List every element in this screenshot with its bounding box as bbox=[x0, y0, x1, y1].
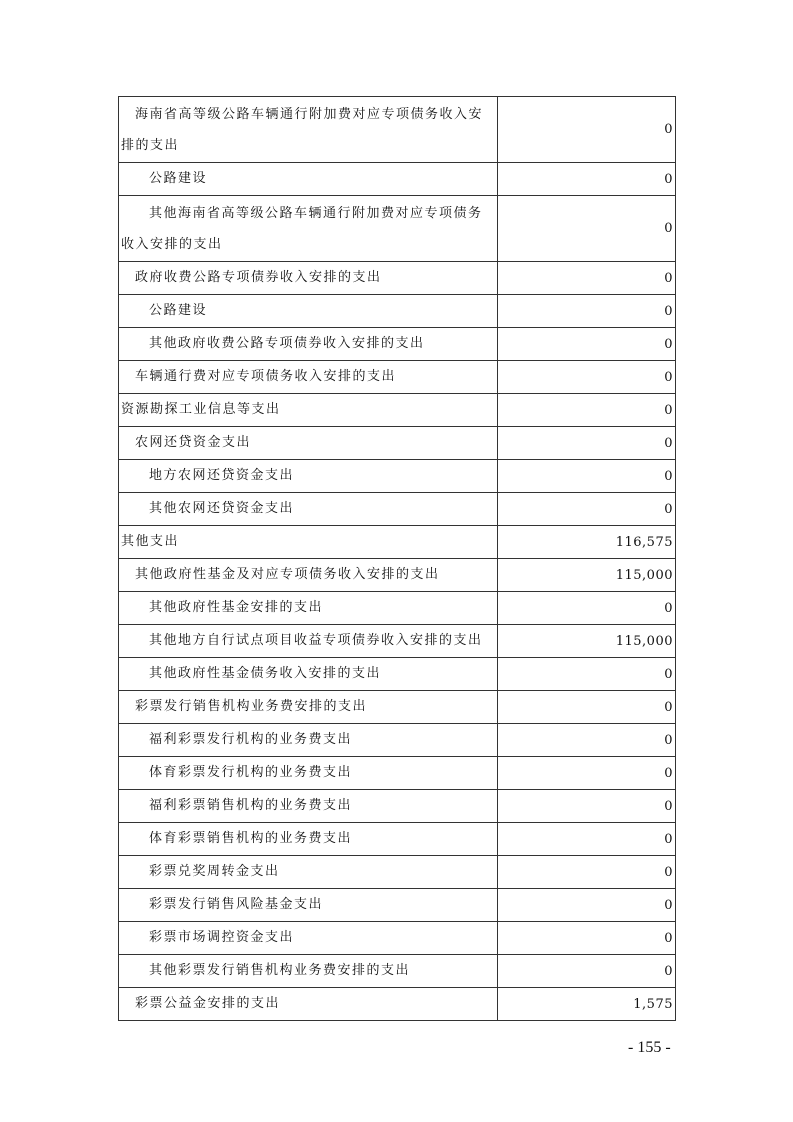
row-value: 0 bbox=[498, 163, 676, 196]
row-label: 农网还贷资金支出 bbox=[119, 427, 498, 460]
row-label: 其他政府性基金安排的支出 bbox=[119, 592, 498, 625]
row-label: 彩票发行销售机构业务费安排的支出 bbox=[119, 691, 498, 724]
table-row bbox=[119, 658, 676, 691]
table-row bbox=[119, 493, 676, 526]
row-label: 地方农网还贷资金支出 bbox=[119, 460, 498, 493]
table-row bbox=[119, 262, 676, 295]
row-value: 0 bbox=[498, 757, 676, 790]
row-label: 体育彩票销售机构的业务费支出 bbox=[119, 823, 498, 856]
row-label: 其他海南省高等级公路车辆通行附加费对应专项债务收入安排的支出 bbox=[119, 196, 498, 262]
row-value: 0 bbox=[498, 823, 676, 856]
row-label: 彩票兑奖周转金支出 bbox=[119, 856, 498, 889]
row-label: 彩票公益金安排的支出 bbox=[119, 988, 498, 1021]
row-value: 0 bbox=[498, 955, 676, 988]
row-label: 政府收费公路专项债券收入安排的支出 bbox=[119, 262, 498, 295]
row-value: 0 bbox=[498, 427, 676, 460]
row-label: 其他彩票发行销售机构业务费安排的支出 bbox=[119, 955, 498, 988]
expenditure-table bbox=[118, 96, 676, 1021]
table-row bbox=[119, 460, 676, 493]
table-row bbox=[119, 823, 676, 856]
row-value: 0 bbox=[498, 790, 676, 823]
table-row bbox=[119, 955, 676, 988]
row-value: 0 bbox=[498, 922, 676, 955]
row-label: 福利彩票发行机构的业务费支出 bbox=[119, 724, 498, 757]
table-row bbox=[119, 592, 676, 625]
row-label: 其他农网还贷资金支出 bbox=[119, 493, 498, 526]
row-label: 其他政府性基金债务收入安排的支出 bbox=[119, 658, 498, 691]
row-value: 0 bbox=[498, 658, 676, 691]
table-row bbox=[119, 724, 676, 757]
table-row bbox=[119, 394, 676, 427]
table-row bbox=[119, 856, 676, 889]
row-label: 其他政府收费公路专项债券收入安排的支出 bbox=[119, 328, 498, 361]
table-row bbox=[119, 889, 676, 922]
row-value: 0 bbox=[498, 328, 676, 361]
table-row bbox=[119, 757, 676, 790]
row-value: 115,000 bbox=[498, 625, 676, 658]
row-label: 福利彩票销售机构的业务费支出 bbox=[119, 790, 498, 823]
row-value: 1,575 bbox=[498, 988, 676, 1021]
row-label: 资源勘探工业信息等支出 bbox=[119, 394, 498, 427]
row-value: 0 bbox=[498, 295, 676, 328]
table-row bbox=[119, 361, 676, 394]
row-value: 0 bbox=[498, 97, 676, 163]
row-label: 其他支出 bbox=[119, 526, 498, 559]
table-row bbox=[119, 163, 676, 196]
table-row bbox=[119, 691, 676, 724]
row-value: 0 bbox=[498, 592, 676, 625]
row-value: 0 bbox=[498, 394, 676, 427]
page-number: - 155 - bbox=[628, 1039, 671, 1056]
row-value: 0 bbox=[498, 361, 676, 394]
row-label: 其他地方自行试点项目收益专项债券收入安排的支出 bbox=[119, 625, 498, 658]
row-label: 车辆通行费对应专项债务收入安排的支出 bbox=[119, 361, 498, 394]
row-value: 0 bbox=[498, 196, 676, 262]
table-row bbox=[119, 526, 676, 559]
table-row bbox=[119, 196, 676, 262]
row-value: 0 bbox=[498, 889, 676, 922]
row-label: 公路建设 bbox=[119, 163, 498, 196]
table-row bbox=[119, 625, 676, 658]
table-row bbox=[119, 559, 676, 592]
table-row bbox=[119, 295, 676, 328]
row-value: 0 bbox=[498, 460, 676, 493]
row-label: 彩票市场调控资金支出 bbox=[119, 922, 498, 955]
row-value: 115,000 bbox=[498, 559, 676, 592]
row-value: 0 bbox=[498, 262, 676, 295]
row-label: 公路建设 bbox=[119, 295, 498, 328]
row-value: 0 bbox=[498, 493, 676, 526]
row-value: 116,575 bbox=[498, 526, 676, 559]
table-row bbox=[119, 97, 676, 163]
table-row bbox=[119, 790, 676, 823]
table-row bbox=[119, 988, 676, 1021]
row-value: 0 bbox=[498, 691, 676, 724]
row-label: 海南省高等级公路车辆通行附加费对应专项债务收入安排的支出 bbox=[119, 97, 498, 163]
expenditure-table-container bbox=[118, 96, 675, 1021]
table-row bbox=[119, 328, 676, 361]
table-row bbox=[119, 922, 676, 955]
row-value: 0 bbox=[498, 856, 676, 889]
row-label: 彩票发行销售风险基金支出 bbox=[119, 889, 498, 922]
table-row bbox=[119, 427, 676, 460]
row-label: 体育彩票发行机构的业务费支出 bbox=[119, 757, 498, 790]
row-label: 其他政府性基金及对应专项债务收入安排的支出 bbox=[119, 559, 498, 592]
row-value: 0 bbox=[498, 724, 676, 757]
